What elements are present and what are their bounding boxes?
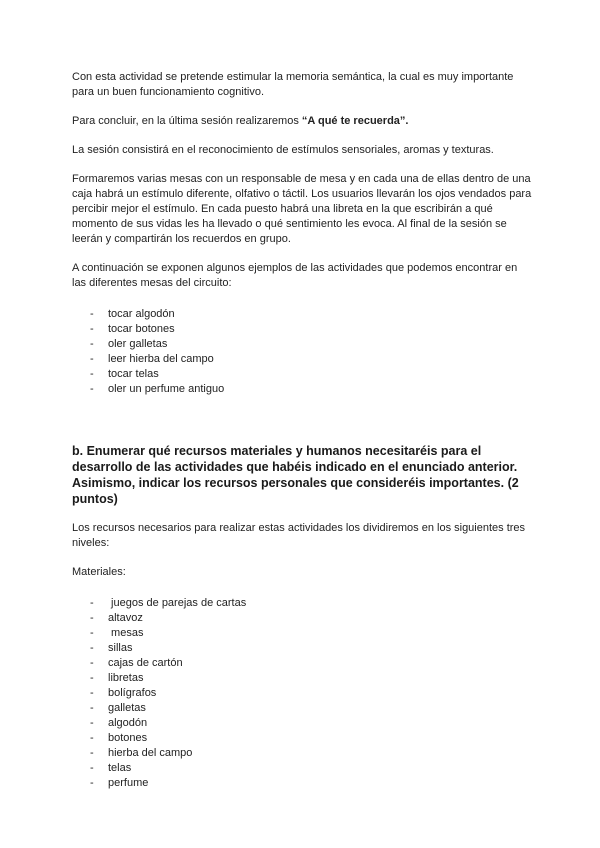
list-item-text: libretas	[108, 672, 144, 684]
dash-bullet: -	[90, 368, 94, 380]
list-item	[72, 352, 532, 367]
dash-bullet: -	[90, 627, 94, 639]
list-item-text: algodón	[108, 717, 148, 729]
dash-bullet: -	[90, 657, 94, 669]
list-item	[72, 626, 532, 641]
list-item-text: perfume	[108, 777, 149, 789]
list-item-text: telas	[108, 762, 132, 774]
list-item	[72, 761, 532, 776]
conclusion-paragraph	[72, 114, 532, 129]
dash-bullet: -	[90, 642, 94, 654]
list-item-text: tocar telas	[108, 368, 159, 380]
dash-bullet: -	[90, 717, 94, 729]
dash-bullet: -	[90, 777, 94, 789]
list-item	[72, 746, 532, 761]
dash-bullet: -	[90, 308, 94, 320]
list-item-text: oler galletas	[108, 338, 168, 350]
dash-bullet: -	[90, 338, 94, 350]
list-item	[72, 716, 532, 731]
list-item-text: cajas de cartón	[108, 657, 183, 669]
list-item-text: oler un perfume antiguo	[108, 383, 225, 395]
list-item-text: sillas	[108, 642, 133, 654]
list-item-text: bolígrafos	[108, 687, 157, 699]
list-item	[72, 611, 532, 626]
dash-bullet: -	[90, 762, 94, 774]
dash-bullet: -	[90, 612, 94, 624]
dash-bullet: -	[90, 597, 94, 609]
list-item-text: leer hierba del campo	[108, 353, 214, 365]
list-item-text: altavoz	[108, 612, 143, 624]
list-item-text: juegos de parejas de cartas	[108, 597, 247, 609]
examples-paragraph: A continuación se exponen algunos ejemplos de las actividades que podemos encontrar en las diferentes mesas del circuito:	[72, 262, 518, 289]
conclusion-text: Para concluir, en la última sesión realizaremos	[72, 115, 302, 127]
list-item-text: tocar botones	[108, 323, 175, 335]
list-item-text: mesas	[108, 627, 144, 639]
dash-bullet: -	[90, 732, 94, 744]
materials-label: Materiales:	[72, 566, 126, 578]
list-item	[72, 731, 532, 746]
tables-paragraph: Formaremos varias mesas con un responsable de mesa y en cada una de ellas dentro de una caja habrá un estímulo diferente, olfativo o táctil. Los usuarios llevarán los ojos vendados para percibir mejor el estímulo. En cada puesto habrá una libreta en la que escribirán a qué momento de sus vidas les ha llevado o qué sentimiento les evoca. Al final de la sesión se leerán y compartirán los recuerdos en grupo.	[72, 173, 532, 245]
list-item	[72, 337, 532, 352]
dash-bullet: -	[90, 747, 94, 759]
list-item-text: galletas	[108, 702, 146, 714]
section-b-heading: b. Enumerar qué recursos materiales y humanos necesitaréis para el desarrollo de las actividades que habéis indicado en el enunciado anterior. Asimismo, indicar los recursos personales que consideréis importantes. (2 puntos)	[72, 444, 519, 506]
dash-bullet: -	[90, 383, 94, 395]
dash-bullet: -	[90, 353, 94, 365]
session-paragraph: La sesión consistirá en el reconocimiento de estímulos sensoriales, aromas y texturas.	[72, 144, 494, 156]
document-page	[72, 64, 532, 791]
list-item	[72, 382, 532, 397]
list-item	[72, 686, 532, 701]
list-item-text: tocar algodón	[108, 308, 175, 320]
list-item	[72, 641, 532, 656]
intro-paragraph: Con esta actividad se pretende estimular la memoria semántica, la cual es muy importante para un buen funcionamiento cognitivo.	[72, 71, 514, 98]
dash-bullet: -	[90, 323, 94, 335]
resources-intro-paragraph: Los recursos necesarios para realizar estas actividades los dividiremos en los siguientes tres niveles:	[72, 522, 526, 549]
list-item	[72, 367, 532, 382]
list-item-text: hierba del campo	[108, 747, 193, 759]
list-item	[72, 776, 532, 791]
list-item	[72, 596, 532, 611]
list-item	[72, 307, 532, 322]
activity-title: “A qué te recuerda”.	[301, 115, 409, 127]
materials-list	[72, 596, 532, 791]
list-item-text: botones	[108, 732, 148, 744]
dash-bullet: -	[90, 672, 94, 684]
list-item	[72, 322, 532, 337]
activities-list	[72, 307, 532, 397]
list-item	[72, 656, 532, 671]
dash-bullet: -	[90, 687, 94, 699]
list-item	[72, 701, 532, 716]
dash-bullet: -	[90, 702, 94, 714]
list-item	[72, 671, 532, 686]
